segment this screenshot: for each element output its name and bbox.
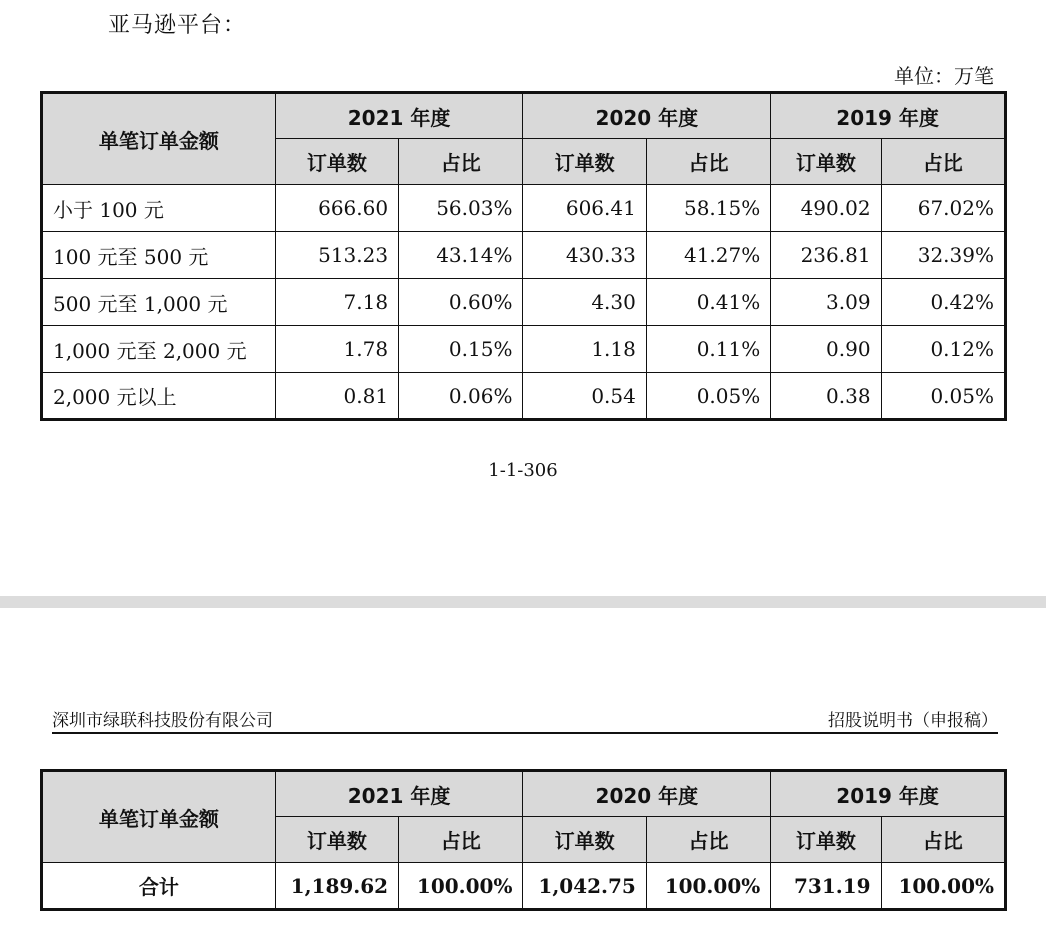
subheader-share: 占比 [646, 817, 770, 863]
cell-value: 513.23 [275, 232, 398, 279]
total-value: 100.00% [646, 863, 770, 910]
cell-value: 7.18 [275, 279, 398, 326]
cell-value: 43.14% [399, 232, 523, 279]
total-value: 1,189.62 [275, 863, 398, 910]
subheader-count: 订单数 [771, 817, 881, 863]
cell-value: 0.60% [399, 279, 523, 326]
subheader-count: 订单数 [275, 817, 398, 863]
year-header-2019: 2019 年度 [771, 93, 1006, 139]
subheader-count: 订单数 [523, 817, 646, 863]
table-row [42, 279, 1006, 326]
year-header-2020: 2020 年度 [523, 771, 771, 817]
amazon-order-table [40, 91, 1007, 421]
cell-value: 430.33 [523, 232, 646, 279]
amazon-order-table-continued [40, 769, 1007, 911]
row-label: 100 元至 500 元 [42, 232, 276, 279]
row-header-cell: 单笔订单金额 [42, 771, 276, 863]
total-value: 731.19 [771, 863, 881, 910]
row-label: 1,000 元至 2,000 元 [42, 326, 276, 373]
row-label: 500 元至 1,000 元 [42, 279, 276, 326]
subheader-share: 占比 [399, 817, 523, 863]
cell-value: 67.02% [881, 185, 1005, 232]
cell-value: 41.27% [646, 232, 770, 279]
cell-value: 606.41 [523, 185, 646, 232]
cell-value: 0.06% [399, 373, 523, 420]
subheader-count: 订单数 [275, 139, 398, 185]
year-header-2021: 2021 年度 [275, 93, 523, 139]
page-separator [0, 596, 1046, 608]
year-header-2020: 2020 年度 [523, 93, 771, 139]
cell-value: 0.90 [771, 326, 881, 373]
cell-value: 0.15% [399, 326, 523, 373]
cell-value: 0.41% [646, 279, 770, 326]
running-header [52, 704, 998, 734]
subheader-count: 订单数 [523, 139, 646, 185]
cell-value: 0.81 [275, 373, 398, 420]
subheader-share: 占比 [881, 139, 1005, 185]
total-row [42, 863, 1006, 910]
cell-value: 0.54 [523, 373, 646, 420]
row-label: 2,000 元以上 [42, 373, 276, 420]
unit-label: 单位：万笔 [894, 64, 994, 88]
cell-value: 0.05% [646, 373, 770, 420]
year-header-2019: 2019 年度 [771, 771, 1006, 817]
subheader-share: 占比 [881, 817, 1005, 863]
cell-value: 236.81 [771, 232, 881, 279]
cell-value: 56.03% [399, 185, 523, 232]
cell-value: 0.12% [881, 326, 1005, 373]
total-value: 1,042.75 [523, 863, 646, 910]
subheader-count: 订单数 [771, 139, 881, 185]
cell-value: 0.42% [881, 279, 1005, 326]
table-row [42, 326, 1006, 373]
cell-value: 0.05% [881, 373, 1005, 420]
section-heading: 亚马逊平台： [108, 13, 247, 38]
cell-value: 666.60 [275, 185, 398, 232]
cell-value: 490.02 [771, 185, 881, 232]
total-value: 100.00% [399, 863, 523, 910]
cell-value: 3.09 [771, 279, 881, 326]
subheader-share: 占比 [399, 139, 523, 185]
cell-value: 0.38 [771, 373, 881, 420]
table-row [42, 373, 1006, 420]
table-row [42, 185, 1006, 232]
page-number: 1-1-306 [488, 460, 558, 481]
total-label: 合计 [42, 863, 276, 910]
company-name: 深圳市绿联科技股份有限公司 [52, 711, 273, 731]
cell-value: 58.15% [646, 185, 770, 232]
cell-value: 0.11% [646, 326, 770, 373]
total-value: 100.00% [881, 863, 1005, 910]
cell-value: 1.18 [523, 326, 646, 373]
cell-value: 32.39% [881, 232, 1005, 279]
row-label: 小于 100 元 [42, 185, 276, 232]
subheader-share: 占比 [646, 139, 770, 185]
cell-value: 4.30 [523, 279, 646, 326]
cell-value: 1.78 [275, 326, 398, 373]
row-header-cell: 单笔订单金额 [42, 93, 276, 185]
year-header-2021: 2021 年度 [275, 771, 523, 817]
table-row [42, 232, 1006, 279]
document-title: 招股说明书（申报稿） [828, 711, 998, 731]
